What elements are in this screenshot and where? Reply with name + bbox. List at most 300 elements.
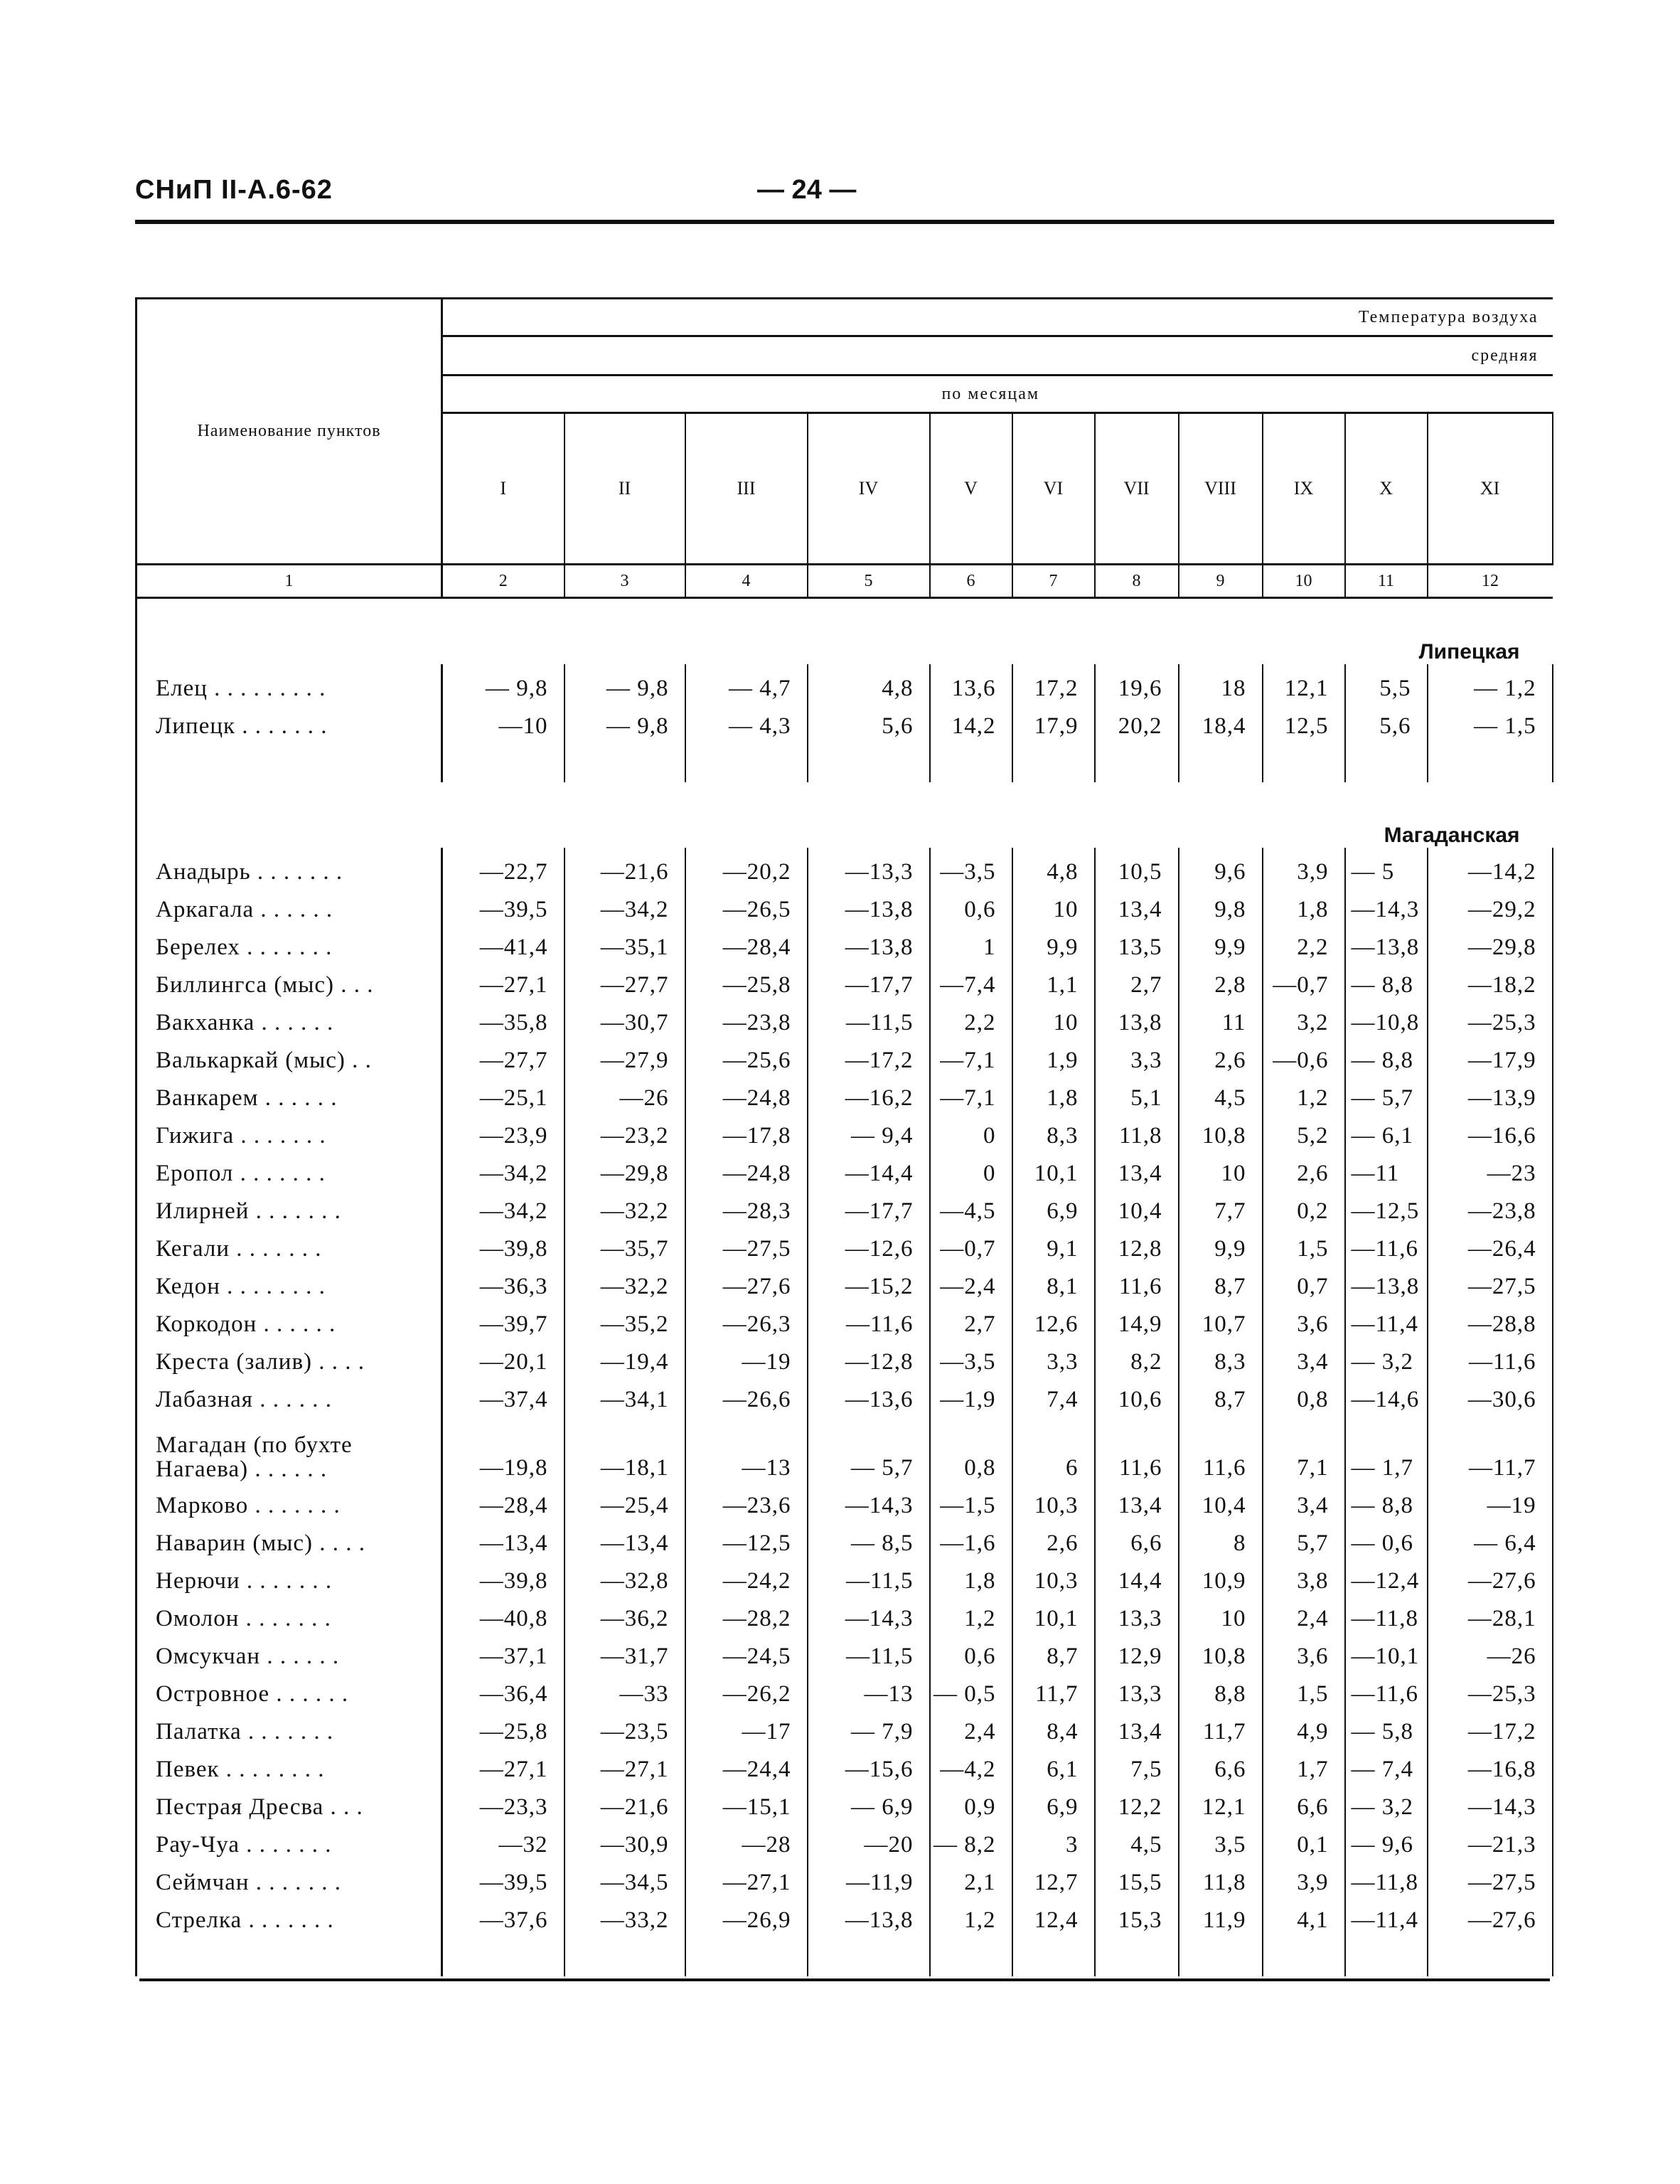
temperature-cell: —11 bbox=[1345, 1149, 1428, 1187]
spacer-cell bbox=[137, 740, 442, 782]
temperature-cell: 9,9 bbox=[1012, 923, 1095, 961]
temperature-cell: —13,8 bbox=[808, 885, 930, 923]
temperature-cell: —26,6 bbox=[685, 1375, 808, 1413]
temperature-cell: —27,1 bbox=[442, 1745, 565, 1783]
temperature-table bbox=[135, 297, 1553, 1976]
temperature-cell: 13,5 bbox=[1095, 923, 1179, 961]
page-number: — 24 — bbox=[757, 175, 857, 205]
column-number: 4 bbox=[685, 565, 808, 598]
temperature-cell: 8,3 bbox=[1179, 1338, 1263, 1375]
bottom-rule bbox=[139, 1978, 1550, 1981]
month-header: III bbox=[685, 413, 808, 565]
temperature-cell: —20,1 bbox=[442, 1338, 565, 1375]
spacer-cell bbox=[1345, 740, 1428, 782]
temperature-cell: 13,4 bbox=[1095, 885, 1179, 923]
spacer-row bbox=[137, 740, 1553, 782]
temperature-cell: 11,6 bbox=[1095, 1262, 1179, 1300]
table-row bbox=[137, 1519, 1553, 1557]
temperature-cell: 8,3 bbox=[1012, 1112, 1095, 1149]
station-name: Певек . . . . . . . . bbox=[137, 1745, 442, 1783]
temperature-cell: —40,8 bbox=[442, 1594, 565, 1632]
temperature-cell: 3,6 bbox=[1263, 1300, 1345, 1338]
temperature-cell: —7,1 bbox=[930, 1036, 1012, 1074]
temperature-cell: 2,8 bbox=[1179, 961, 1263, 998]
column-number: 12 bbox=[1428, 565, 1553, 598]
temperature-cell: 10 bbox=[1012, 998, 1095, 1036]
station-name: Гижига . . . . . . . bbox=[137, 1112, 442, 1149]
table-row bbox=[137, 1149, 1553, 1187]
temperature-cell: —7,4 bbox=[930, 961, 1012, 998]
temperature-cell: —23,2 bbox=[565, 1112, 685, 1149]
temperature-cell: —27,7 bbox=[565, 961, 685, 998]
temperature-cell: —13 bbox=[808, 1670, 930, 1708]
temperature-cell: 12,6 bbox=[1012, 1300, 1095, 1338]
region-name: Магаданская bbox=[1384, 824, 1520, 847]
temperature-cell: —28,4 bbox=[442, 1481, 565, 1519]
temperature-cell: 8,7 bbox=[1012, 1632, 1095, 1670]
column-number: 5 bbox=[808, 565, 930, 598]
temperature-cell: — 0,6 bbox=[1345, 1519, 1428, 1557]
temperature-cell: 0 bbox=[930, 1112, 1012, 1149]
temperature-cell: 18,4 bbox=[1179, 702, 1263, 740]
temperature-cell: —13,8 bbox=[808, 923, 930, 961]
column-number: 1 bbox=[137, 565, 442, 598]
temperature-cell: —39,5 bbox=[442, 885, 565, 923]
temperature-cell: —34,2 bbox=[565, 885, 685, 923]
temperature-cell: 10,5 bbox=[1095, 848, 1179, 885]
temperature-cell: — 7,9 bbox=[808, 1708, 930, 1745]
temperature-cell: — 3,2 bbox=[1345, 1338, 1428, 1375]
temperature-cell: — 9,6 bbox=[1345, 1821, 1428, 1858]
temperature-cell: —11,5 bbox=[808, 1557, 930, 1594]
temperature-cell: —25,4 bbox=[565, 1481, 685, 1519]
station-name: Креста (залив) . . . . bbox=[137, 1338, 442, 1375]
temperature-cell: — 1,5 bbox=[1428, 702, 1553, 740]
temperature-cell: —25,8 bbox=[685, 961, 808, 998]
station-name: Нерючи . . . . . . . bbox=[137, 1557, 442, 1594]
month-header: VII bbox=[1095, 413, 1179, 565]
column-number: 9 bbox=[1179, 565, 1263, 598]
temperature-cell: —35,2 bbox=[565, 1300, 685, 1338]
temperature-cell: —14,4 bbox=[808, 1149, 930, 1187]
temperature-cell: —28,3 bbox=[685, 1187, 808, 1225]
spacer-cell bbox=[1263, 740, 1345, 782]
temperature-cell: 10,9 bbox=[1179, 1557, 1263, 1594]
temperature-cell: — 0,5 bbox=[930, 1670, 1012, 1708]
temperature-cell: 14,9 bbox=[1095, 1300, 1179, 1338]
spacer-cell bbox=[1012, 740, 1095, 782]
table-row bbox=[137, 1821, 1553, 1858]
temperature-cell: — 1,2 bbox=[1428, 664, 1553, 702]
temperature-cell: —31,7 bbox=[565, 1632, 685, 1670]
temperature-cell: — 6,4 bbox=[1428, 1519, 1553, 1557]
temperature-cell: 4,8 bbox=[1012, 848, 1095, 885]
temperature-cell: 10 bbox=[1179, 1594, 1263, 1632]
temperature-cell: 9,9 bbox=[1179, 923, 1263, 961]
temperature-cell: —24,4 bbox=[685, 1745, 808, 1783]
temperature-cell: 10,7 bbox=[1179, 1300, 1263, 1338]
temperature-cell: 2,4 bbox=[930, 1708, 1012, 1745]
temperature-cell: —23 bbox=[1428, 1149, 1553, 1187]
temperature-cell: —27,9 bbox=[565, 1036, 685, 1074]
column-number: 6 bbox=[930, 565, 1012, 598]
temperature-cell: —13,4 bbox=[565, 1519, 685, 1557]
temperature-cell: —30,7 bbox=[565, 998, 685, 1036]
temperature-cell: —10,8 bbox=[1345, 998, 1428, 1036]
temperature-cell: —27,1 bbox=[565, 1745, 685, 1783]
temperature-cell: 5,6 bbox=[808, 702, 930, 740]
temperature-cell: —17,7 bbox=[808, 961, 930, 998]
temperature-cell: —13 bbox=[685, 1413, 808, 1481]
month-header: V bbox=[930, 413, 1012, 565]
temperature-cell: 11,7 bbox=[1179, 1708, 1263, 1745]
temperature-cell: —11,8 bbox=[1345, 1594, 1428, 1632]
month-header: II bbox=[565, 413, 685, 565]
temperature-cell: 9,9 bbox=[1179, 1225, 1263, 1262]
temperature-cell: —39,5 bbox=[442, 1858, 565, 1896]
table-row bbox=[137, 702, 1553, 740]
temperature-cell: —41,4 bbox=[442, 923, 565, 961]
temperature-cell: 3,4 bbox=[1263, 1481, 1345, 1519]
temperature-cell: —19,8 bbox=[442, 1413, 565, 1481]
temperature-cell: —27,1 bbox=[442, 961, 565, 998]
temperature-cell: —16,6 bbox=[1428, 1112, 1553, 1149]
temperature-cell: — 9,8 bbox=[565, 664, 685, 702]
spacer-cell bbox=[1012, 1934, 1095, 1976]
spacer-cell bbox=[930, 1934, 1012, 1976]
spacer-cell bbox=[685, 1934, 808, 1976]
temperature-cell: 11 bbox=[1179, 998, 1263, 1036]
temperature-cell: — 9,8 bbox=[565, 702, 685, 740]
temperature-cell: —17 bbox=[685, 1708, 808, 1745]
temperature-cell: —28 bbox=[685, 1821, 808, 1858]
station-name: Биллингса (мыс) . . . bbox=[137, 961, 442, 998]
temperature-cell: —11,8 bbox=[1345, 1858, 1428, 1896]
temperature-cell: —15,2 bbox=[808, 1262, 930, 1300]
temperature-cell: 1,8 bbox=[1012, 1074, 1095, 1112]
temperature-cell: 1,2 bbox=[1263, 1074, 1345, 1112]
temperature-cell: —34,1 bbox=[565, 1375, 685, 1413]
temperature-cell: —25,3 bbox=[1428, 998, 1553, 1036]
table-row bbox=[137, 1708, 1553, 1745]
column-number: 3 bbox=[565, 565, 685, 598]
station-name: Омолон . . . . . . . bbox=[137, 1594, 442, 1632]
temperature-cell: 0 bbox=[930, 1149, 1012, 1187]
temperature-cell: 9,1 bbox=[1012, 1225, 1095, 1262]
temperature-cell: 2,6 bbox=[1179, 1036, 1263, 1074]
temperature-cell: —22,7 bbox=[442, 848, 565, 885]
column-number: 8 bbox=[1095, 565, 1179, 598]
month-header: VIII bbox=[1179, 413, 1263, 565]
column-number: 2 bbox=[442, 565, 565, 598]
temperature-cell: —13,4 bbox=[442, 1519, 565, 1557]
temperature-cell: 6,6 bbox=[1095, 1519, 1179, 1557]
by-months-label: по месяцам bbox=[442, 375, 1553, 413]
temperature-cell: 14,2 bbox=[930, 702, 1012, 740]
station-name: Рау-Чуа . . . . . . . bbox=[137, 1821, 442, 1858]
temperature-cell: — 8,8 bbox=[1345, 961, 1428, 998]
table-row bbox=[137, 923, 1553, 961]
temperature-cell: —24,5 bbox=[685, 1632, 808, 1670]
temperature-cell: —29,8 bbox=[565, 1149, 685, 1187]
temperature-cell: — 8,8 bbox=[1345, 1036, 1428, 1074]
temperature-cell: 0,2 bbox=[1263, 1187, 1345, 1225]
temperature-cell: —27,6 bbox=[1428, 1557, 1553, 1594]
temperature-cell: — 9,4 bbox=[808, 1112, 930, 1149]
station-name: Аркагала . . . . . . bbox=[137, 885, 442, 923]
station-name: Ванкарем . . . . . . bbox=[137, 1074, 442, 1112]
temperature-cell: —27,6 bbox=[685, 1262, 808, 1300]
temperature-cell: —36,3 bbox=[442, 1262, 565, 1300]
temperature-cell: —11,7 bbox=[1428, 1413, 1553, 1481]
temperature-cell: 6,6 bbox=[1263, 1783, 1345, 1821]
temperature-cell: 1,2 bbox=[930, 1896, 1012, 1934]
month-header: IX bbox=[1263, 413, 1345, 565]
spacer-cell bbox=[442, 1934, 565, 1976]
table-subtitle: средняя bbox=[442, 336, 1553, 375]
table-row bbox=[137, 1858, 1553, 1896]
table-row bbox=[137, 1036, 1553, 1074]
station-name: Сеймчан . . . . . . . bbox=[137, 1858, 442, 1896]
temperature-cell: 8,4 bbox=[1012, 1708, 1095, 1745]
temperature-cell: 6 bbox=[1012, 1413, 1095, 1481]
temperature-cell: —10,1 bbox=[1345, 1632, 1428, 1670]
temperature-cell: 2,4 bbox=[1263, 1594, 1345, 1632]
temperature-cell: —23,6 bbox=[685, 1481, 808, 1519]
temperature-cell: —4,5 bbox=[930, 1187, 1012, 1225]
temperature-cell: —23,9 bbox=[442, 1112, 565, 1149]
table-row bbox=[137, 1187, 1553, 1225]
temperature-cell: —27,5 bbox=[1428, 1858, 1553, 1896]
station-name: Кегали . . . . . . . bbox=[137, 1225, 442, 1262]
temperature-cell: —34,2 bbox=[442, 1187, 565, 1225]
temperature-cell: 11,6 bbox=[1095, 1413, 1179, 1481]
temperature-cell: —27,1 bbox=[685, 1858, 808, 1896]
temperature-cell: —26,5 bbox=[685, 885, 808, 923]
table-row bbox=[137, 885, 1553, 923]
temperature-cell: 6,6 bbox=[1179, 1745, 1263, 1783]
temperature-cell: —1,6 bbox=[930, 1519, 1012, 1557]
temperature-cell: 7,1 bbox=[1263, 1413, 1345, 1481]
temperature-cell: 3,9 bbox=[1263, 1858, 1345, 1896]
temperature-cell: —18,1 bbox=[565, 1413, 685, 1481]
station-name: Берелех . . . . . . . bbox=[137, 923, 442, 961]
temperature-cell: 11,8 bbox=[1095, 1112, 1179, 1149]
temperature-cell: —13,8 bbox=[1345, 1262, 1428, 1300]
temperature-cell: 0,8 bbox=[1263, 1375, 1345, 1413]
spacer-cell bbox=[1179, 740, 1263, 782]
temperature-cell: 7,4 bbox=[1012, 1375, 1095, 1413]
temperature-cell: —26,2 bbox=[685, 1670, 808, 1708]
station-name: Лабазная . . . . . . bbox=[137, 1375, 442, 1413]
station-name: Анадырь . . . . . . . bbox=[137, 848, 442, 885]
temperature-cell: 12,7 bbox=[1012, 1858, 1095, 1896]
region-name: Липецкая bbox=[1418, 640, 1520, 664]
temperature-cell: —19 bbox=[1428, 1481, 1553, 1519]
temperature-cell: —27,5 bbox=[685, 1225, 808, 1262]
temperature-cell: 12,4 bbox=[1012, 1896, 1095, 1934]
temperature-cell: 12,1 bbox=[1179, 1783, 1263, 1821]
temperature-cell: — 6,1 bbox=[1345, 1112, 1428, 1149]
temperature-cell: —1,9 bbox=[930, 1375, 1012, 1413]
temperature-cell: 10 bbox=[1012, 885, 1095, 923]
table-row bbox=[137, 961, 1553, 998]
temperature-cell: 1,2 bbox=[930, 1594, 1012, 1632]
temperature-cell: —39,7 bbox=[442, 1300, 565, 1338]
station-name: Кедон . . . . . . . . bbox=[137, 1262, 442, 1300]
temperature-cell: 10 bbox=[1179, 1149, 1263, 1187]
temperature-cell: —35,7 bbox=[565, 1225, 685, 1262]
temperature-cell: 2,7 bbox=[930, 1300, 1012, 1338]
temperature-cell: —25,3 bbox=[1428, 1670, 1553, 1708]
spacer-cell bbox=[1428, 740, 1553, 782]
temperature-cell: —20 bbox=[808, 1821, 930, 1858]
temperature-cell: 12,2 bbox=[1095, 1783, 1179, 1821]
temperature-cell: — 5 bbox=[1345, 848, 1428, 885]
temperature-cell: —25,6 bbox=[685, 1036, 808, 1074]
temperature-cell: 4,5 bbox=[1095, 1821, 1179, 1858]
table-title: Температура воздуха bbox=[442, 299, 1553, 336]
temperature-cell: 17,2 bbox=[1012, 664, 1095, 702]
temperature-cell: —35,8 bbox=[442, 998, 565, 1036]
temperature-cell: —32 bbox=[442, 1821, 565, 1858]
temperature-cell: 10,8 bbox=[1179, 1632, 1263, 1670]
temperature-cell: 13,6 bbox=[930, 664, 1012, 702]
temperature-cell: 11,9 bbox=[1179, 1896, 1263, 1934]
temperature-cell: 9,8 bbox=[1179, 885, 1263, 923]
temperature-cell: —17,9 bbox=[1428, 1036, 1553, 1074]
temperature-cell: —34,5 bbox=[565, 1858, 685, 1896]
temperature-cell: 3,3 bbox=[1012, 1338, 1095, 1375]
temperature-cell: —27,5 bbox=[1428, 1262, 1553, 1300]
temperature-cell: —13,8 bbox=[808, 1896, 930, 1934]
station-name: Магадан (по бухте Нагаева) . . . . . . bbox=[137, 1413, 442, 1481]
temperature-cell: —21,6 bbox=[565, 1783, 685, 1821]
temperature-cell: —28,2 bbox=[685, 1594, 808, 1632]
table-row bbox=[137, 1632, 1553, 1670]
temperature-cell: 10,4 bbox=[1179, 1481, 1263, 1519]
spacer-cell bbox=[1095, 1934, 1179, 1976]
spacer-cell bbox=[685, 740, 808, 782]
station-name: Вакханка . . . . . . bbox=[137, 998, 442, 1036]
temperature-cell: 12,8 bbox=[1095, 1225, 1179, 1262]
temperature-cell: 6,9 bbox=[1012, 1187, 1095, 1225]
temperature-cell: — 5,7 bbox=[808, 1413, 930, 1481]
temperature-cell: 13,3 bbox=[1095, 1594, 1179, 1632]
temperature-cell: —11,4 bbox=[1345, 1896, 1428, 1934]
temperature-cell: 0,6 bbox=[930, 1632, 1012, 1670]
temperature-cell: 2,6 bbox=[1263, 1149, 1345, 1187]
temperature-cell: 3,5 bbox=[1179, 1821, 1263, 1858]
temperature-cell: 1,9 bbox=[1012, 1036, 1095, 1074]
temperature-cell: —12,6 bbox=[808, 1225, 930, 1262]
month-header: VI bbox=[1012, 413, 1095, 565]
temperature-cell: —23,8 bbox=[685, 998, 808, 1036]
temperature-cell: 1,1 bbox=[1012, 961, 1095, 998]
doc-code: СНиП II-А.6-62 bbox=[135, 175, 333, 205]
temperature-cell: —12,5 bbox=[1345, 1187, 1428, 1225]
temperature-cell: 5,6 bbox=[1345, 702, 1428, 740]
month-header: I bbox=[442, 413, 565, 565]
spacer-cell bbox=[442, 740, 565, 782]
temperature-cell: —11,6 bbox=[1345, 1225, 1428, 1262]
temperature-cell: 1,5 bbox=[1263, 1225, 1345, 1262]
station-name: Илирней . . . . . . . bbox=[137, 1187, 442, 1225]
temperature-cell: 2,2 bbox=[1263, 923, 1345, 961]
temperature-cell: —15,6 bbox=[808, 1745, 930, 1783]
table-row bbox=[137, 1557, 1553, 1594]
temperature-cell: 11,6 bbox=[1179, 1413, 1263, 1481]
temperature-cell: 15,5 bbox=[1095, 1858, 1179, 1896]
temperature-cell: —4,2 bbox=[930, 1745, 1012, 1783]
station-name: Марково . . . . . . . bbox=[137, 1481, 442, 1519]
temperature-cell: 5,1 bbox=[1095, 1074, 1179, 1112]
temperature-cell: —2,4 bbox=[930, 1262, 1012, 1300]
temperature-cell: 18 bbox=[1179, 664, 1263, 702]
temperature-cell: 13,3 bbox=[1095, 1670, 1179, 1708]
table-row bbox=[137, 1594, 1553, 1632]
temperature-cell: 0,9 bbox=[930, 1783, 1012, 1821]
temperature-cell: —29,2 bbox=[1428, 885, 1553, 923]
temperature-cell: 1,8 bbox=[1263, 885, 1345, 923]
temperature-cell: —17,7 bbox=[808, 1187, 930, 1225]
temperature-cell: —25,1 bbox=[442, 1074, 565, 1112]
temperature-cell: —7,1 bbox=[930, 1074, 1012, 1112]
temperature-cell: 4,5 bbox=[1179, 1074, 1263, 1112]
temperature-cell: 8,8 bbox=[1179, 1670, 1263, 1708]
temperature-cell: —14,6 bbox=[1345, 1375, 1428, 1413]
temperature-cell: —17,2 bbox=[1428, 1708, 1553, 1745]
temperature-cell: —14,3 bbox=[1428, 1783, 1553, 1821]
temperature-cell: — 6,9 bbox=[808, 1783, 930, 1821]
temperature-cell: —3,5 bbox=[930, 1338, 1012, 1375]
temperature-cell: 14,4 bbox=[1095, 1557, 1179, 1594]
temperature-cell: —19 bbox=[685, 1338, 808, 1375]
spacer-cell bbox=[137, 1934, 442, 1976]
station-name: Пестрая Дресва . . . bbox=[137, 1783, 442, 1821]
temperature-cell: —24,2 bbox=[685, 1557, 808, 1594]
temperature-cell: —30,6 bbox=[1428, 1375, 1553, 1413]
spacer-cell bbox=[808, 1934, 930, 1976]
table-row bbox=[137, 1745, 1553, 1783]
temperature-cell: —17,2 bbox=[808, 1036, 930, 1074]
temperature-cell: 1,8 bbox=[930, 1557, 1012, 1594]
temperature-cell: 4,9 bbox=[1263, 1708, 1345, 1745]
temperature-cell: 0,6 bbox=[930, 885, 1012, 923]
temperature-cell: 9,6 bbox=[1179, 848, 1263, 885]
temperature-cell: — 8,5 bbox=[808, 1519, 930, 1557]
station-name: Коркодон . . . . . . bbox=[137, 1300, 442, 1338]
temperature-cell: —11,5 bbox=[808, 1632, 930, 1670]
temperature-cell: —28,1 bbox=[1428, 1594, 1553, 1632]
table-row bbox=[137, 1338, 1553, 1375]
spacer-cell bbox=[1263, 1934, 1345, 1976]
temperature-cell: —14,3 bbox=[808, 1481, 930, 1519]
temperature-cell: 4,1 bbox=[1263, 1896, 1345, 1934]
temperature-cell: —27,6 bbox=[1428, 1896, 1553, 1934]
temperature-cell: —14,2 bbox=[1428, 848, 1553, 885]
temperature-cell: 6,9 bbox=[1012, 1783, 1095, 1821]
temperature-cell: —32,8 bbox=[565, 1557, 685, 1594]
temperature-cell: 3,9 bbox=[1263, 848, 1345, 885]
temperature-cell: 2,6 bbox=[1012, 1519, 1095, 1557]
temperature-cell: 10,6 bbox=[1095, 1375, 1179, 1413]
temperature-cell: 19,6 bbox=[1095, 664, 1179, 702]
temperature-cell: —34,2 bbox=[442, 1149, 565, 1187]
temperature-cell: —1,5 bbox=[930, 1481, 1012, 1519]
temperature-cell: 10,1 bbox=[1012, 1594, 1095, 1632]
temperature-cell: 11,7 bbox=[1012, 1670, 1095, 1708]
